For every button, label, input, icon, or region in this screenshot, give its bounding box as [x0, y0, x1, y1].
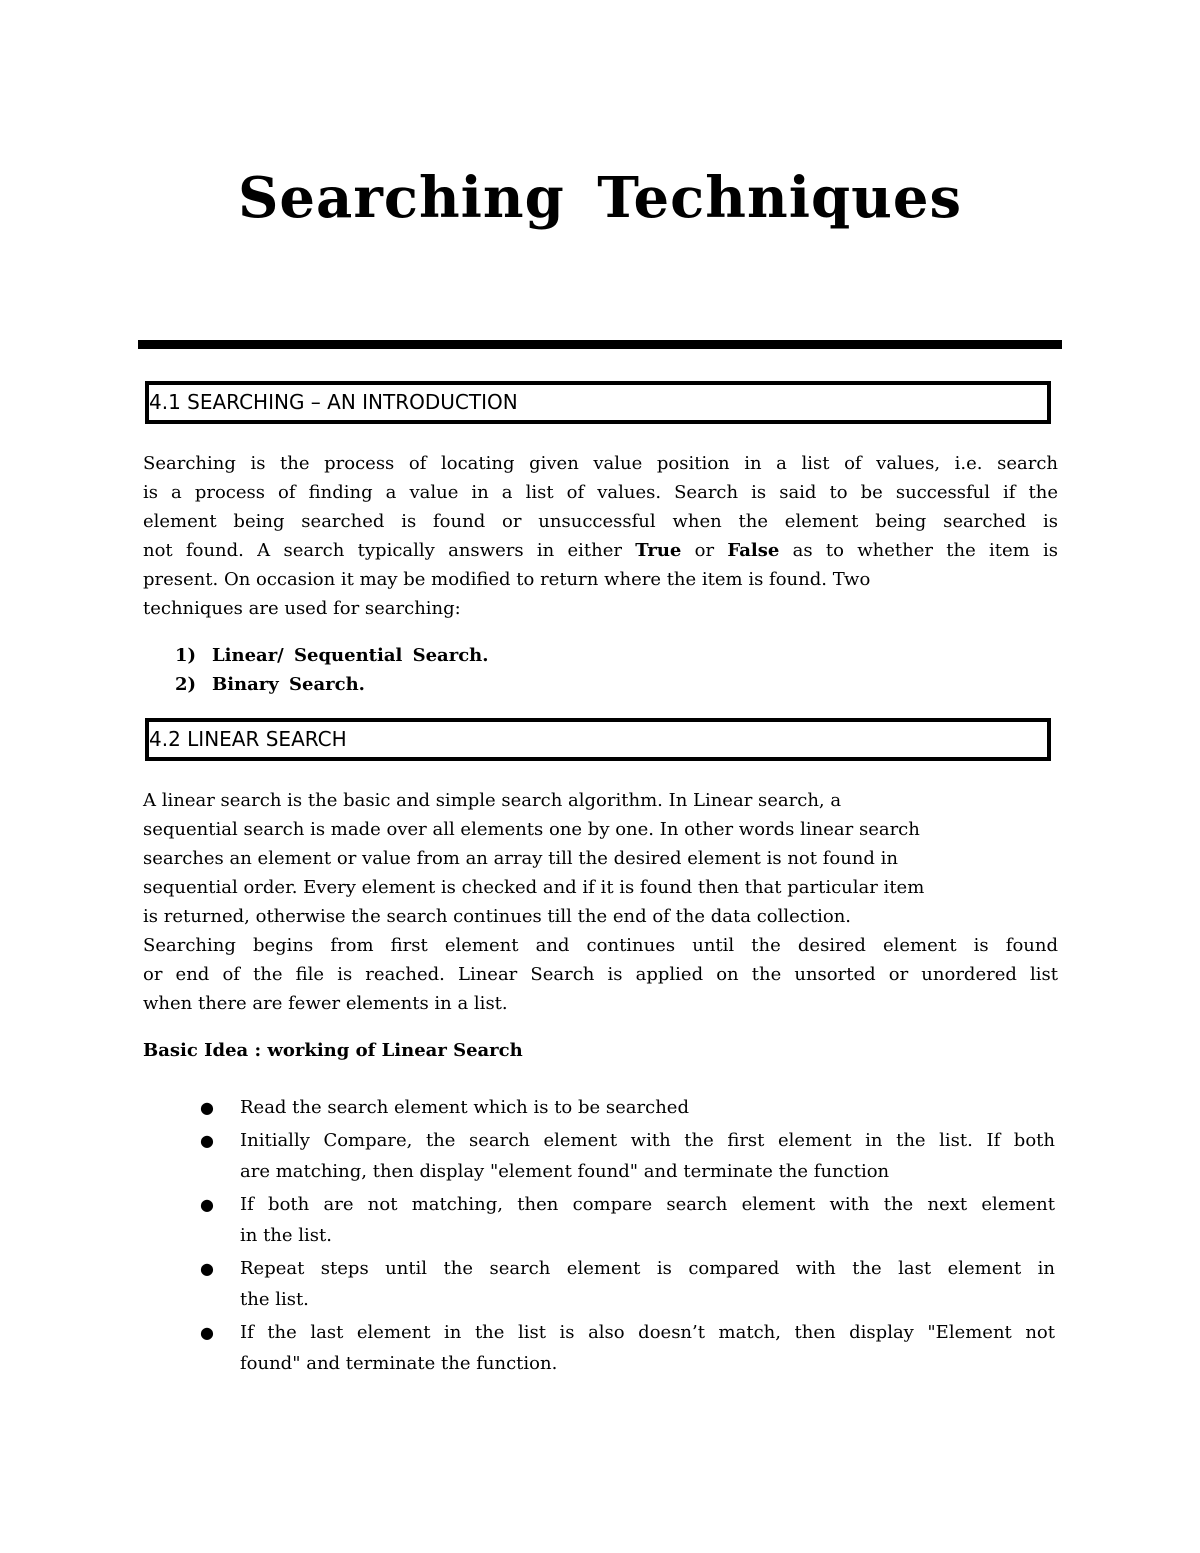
- bullet-line: Read the search element which is to be searched: [240, 1097, 689, 1118]
- list-item: [175, 641, 489, 670]
- title-divider: [138, 340, 1062, 349]
- paragraph-line: element being searched is found or unsuccessful when the element being searched is: [143, 511, 1058, 532]
- text-run: as to whether the item is: [779, 540, 1058, 561]
- bullet-text: [240, 1092, 1055, 1123]
- bullet-item: [200, 1189, 1060, 1251]
- keyword-true: True: [635, 540, 682, 561]
- text-run: or: [681, 540, 728, 561]
- bullet-icon: ●: [200, 1131, 214, 1150]
- bullet-line: in the list.: [240, 1225, 332, 1246]
- section-heading: 4.2 LINEAR SEARCH: [149, 727, 347, 751]
- paragraph-line: [143, 536, 1058, 565]
- bullet-icon: ●: [200, 1323, 214, 1342]
- bullet-list: [200, 1092, 1060, 1381]
- bullet-item: [200, 1092, 1060, 1123]
- keyword-false: False: [727, 540, 780, 561]
- bullet-item: [200, 1317, 1060, 1379]
- list-number: 2): [175, 674, 197, 695]
- bullet-text: [240, 1317, 1055, 1379]
- bullet-text: [240, 1125, 1055, 1187]
- bullet-line: If both are not matching, then compare search element with the next element: [240, 1194, 1055, 1215]
- bullet-line: Initially Compare, the search element with the first element in the list. If both: [240, 1130, 1055, 1151]
- paragraph-line: sequential search is made over all elements one by one. In other words linear search: [143, 819, 920, 840]
- text-run: not found. A search typically answers in either: [143, 540, 636, 561]
- bullet-line: found" and terminate the function.: [240, 1353, 558, 1374]
- paragraph-line: when there are fewer elements in a list.: [143, 993, 508, 1014]
- bullet-line: Repeat steps until the search element is compared with the last element in: [240, 1258, 1055, 1279]
- bullet-text: [240, 1189, 1055, 1251]
- section-heading: 4.1 SEARCHING – AN INTRODUCTION: [149, 390, 518, 414]
- list-item: [175, 670, 489, 699]
- bullet-line: the list.: [240, 1289, 309, 1310]
- bullet-text: [240, 1253, 1055, 1315]
- bullet-icon: ●: [200, 1098, 214, 1117]
- basic-idea-subheading: Basic Idea : working of Linear Search: [143, 1040, 523, 1061]
- list-item-text: Binary Search.: [212, 674, 365, 695]
- list-item-text: Linear/ Sequential Search.: [212, 645, 489, 666]
- paragraph-line: A linear search is the basic and simple search algorithm. In Linear search, a: [143, 790, 842, 811]
- page-title: Searching Techniques: [237, 165, 962, 231]
- paragraph-line: searches an element or value from an array till the desired element is not found in: [143, 848, 898, 869]
- paragraph-line: Searching begins from first element and continues until the desired element is found: [143, 935, 1058, 956]
- bullet-icon: ●: [200, 1195, 214, 1214]
- technique-list: [175, 641, 489, 699]
- linear-search-paragraph: [143, 786, 1058, 1018]
- paragraph-line: sequential order. Every element is checked and if it is found then that particular item: [143, 877, 925, 898]
- intro-paragraph: [143, 449, 1058, 623]
- bullet-icon: ●: [200, 1259, 214, 1278]
- section-heading-box: [145, 718, 1051, 761]
- paragraph-line: is a process of finding a value in a list of values. Search is said to be successful if the: [143, 482, 1058, 503]
- paragraph-line: is returned, otherwise the search continues till the end of the data collection.: [143, 906, 852, 927]
- paragraph-line: Searching is the process of locating given value position in a list of values, i.e. search: [143, 453, 1058, 474]
- bullet-item: [200, 1125, 1060, 1187]
- paragraph-line: techniques are used for searching:: [143, 598, 461, 619]
- bullet-item: [200, 1253, 1060, 1315]
- bullet-line: If the last element in the list is also doesn’t match, then display "Element not: [240, 1322, 1055, 1343]
- bullet-line: are matching, then display "element found" and terminate the function: [240, 1161, 890, 1182]
- paragraph-line: or end of the file is reached. Linear Search is applied on the unsorted or unordered list: [143, 964, 1058, 985]
- section-heading-box: [145, 381, 1051, 424]
- paragraph-line: present. On occasion it may be modified to return where the item is found. Two: [143, 569, 871, 590]
- list-number: 1): [175, 645, 197, 666]
